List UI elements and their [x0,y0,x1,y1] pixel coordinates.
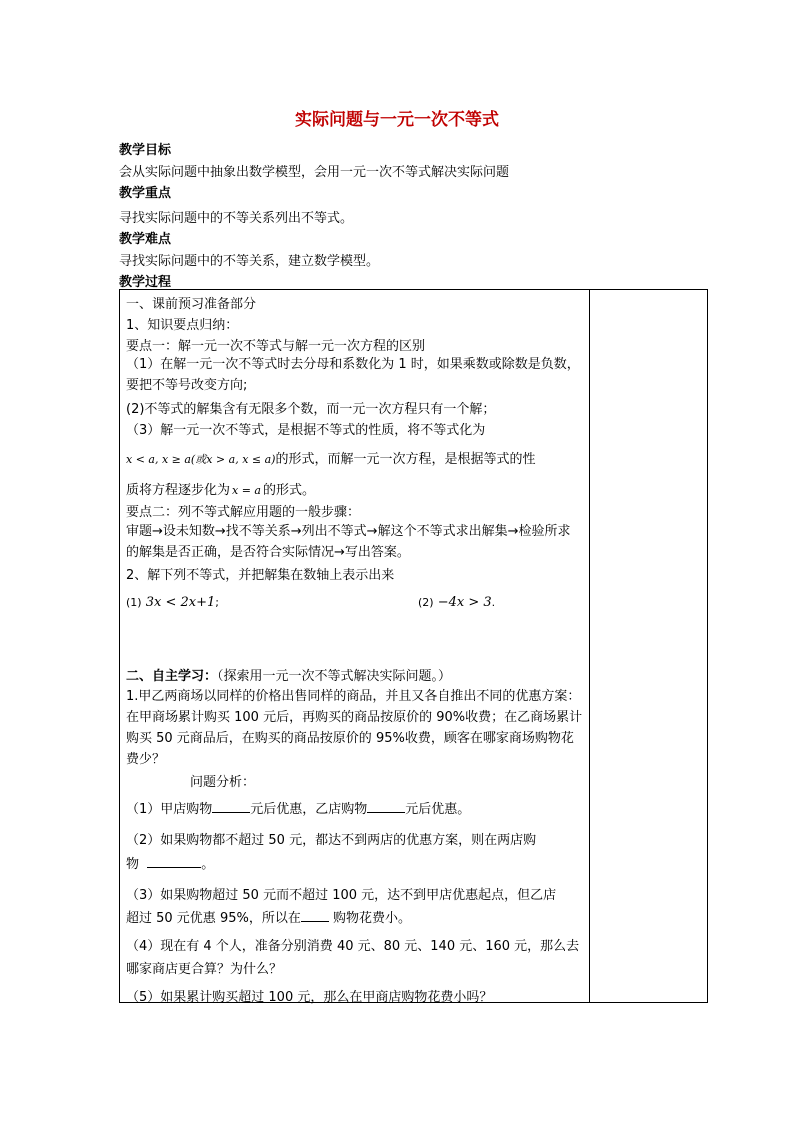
rule2-text: (2)不等式的解集含有无限多个数，而一元一次方程只有一个解； [126,402,496,417]
key-text: 寻找实际问题中的不等关系列出不等式。 [119,211,354,226]
part2-note: （探索用一元一次不等式解决实际问题。） [217,669,452,684]
exercise-1-formula: 3x < 2x+1 [145,595,216,610]
question-1-text-b: 元后优惠，乙店购物 [250,802,368,817]
question-3-text-b: 超过 50 元优惠 95%，所以在 [126,911,301,926]
equation-formula: x = a [232,484,261,497]
exercise-2-formula: −4x > 3 [437,595,492,610]
part2-heading-line [126,665,583,684]
exercise-1-tail: ; [215,596,219,609]
question-2-line2 [126,853,583,872]
rule3-text-d: 的形式。 [263,483,316,498]
steps-text: 审题→设未知数→找不等关系→列出不等式→解这个不等式求出解集→检验所求的解集是否正确，是否符合实际情况→写出答案。 [126,524,571,560]
point2-text: 要点二：列不等式解应用题的一般步骤： [126,505,361,520]
question-2-text-c: 。 [201,857,215,872]
question-4-line1: （4）现在有 4 个人，准备分别消费 40 元、80 元、140 元、160 元，那么去 [126,939,580,954]
difficult-text: 寻找实际问题中的不等关系，建立数学模型。 [119,254,380,269]
exercise-2 [418,595,583,610]
question-3-line2 [126,907,583,926]
goal-heading: 教学目标 [119,143,172,158]
question-1-text-c: 元后优惠。 [405,802,471,817]
process-table [119,289,708,1003]
part1-heading: 一、课前预习准备部分 [126,297,257,312]
answer-blank[interactable] [367,800,405,813]
rule3-text-c: 质将方程逐步化为 [126,483,231,498]
table-divider [589,290,590,1002]
question-3-line1: （3）如果购物超过 50 元而不超过 100 元，达不到甲店优惠起点，但乙店 [126,888,557,903]
exercise-2-tail: . [491,596,496,609]
question-2-line1: （2）如果购物都不超过 50 元，都达不到两店的优惠方案，则在两店购 [126,833,537,848]
part2-heading: 二、自主学习： [126,669,218,684]
question-3-text-c: 购物花费小。 [332,911,411,926]
content-cell [120,290,589,1005]
page-title: 实际问题与一元一次不等式 [295,110,499,130]
point1-text: 要点一：解一元一次不等式与解一元一次方程的区别 [126,339,426,354]
goal-text: 会从实际问题中抽象出数学模型，会用一元一次不等式解决实际问题 [119,165,510,180]
rule3-text: （3）解一元一次不等式，是根据不等式的性质，将不等式化为 [126,423,486,438]
question-5: （5）如果累计购买超过 100 元，那么在甲商店购物花费小吗？ [126,990,493,1005]
knowledge-heading: 1、知识要点归纳： [126,318,239,333]
exercise-2-label: (2) [418,596,434,609]
rule3-text-b: 的形式，而解一元一次方程，是根据等式的性 [275,452,536,467]
question-1 [126,798,583,817]
question-2-text-b: 物 [126,857,140,872]
analysis-label: 问题分析： [190,775,256,790]
answer-blank[interactable] [301,909,329,922]
difficult-heading: 教学难点 [119,232,172,247]
key-heading: 教学重点 [119,186,172,201]
exercise-heading: 2、解下列不等式，并把解集在数轴上表示出来 [126,568,395,583]
exercise-1-label: (1) [126,596,142,609]
rule3-line2 [126,448,583,467]
rule1-text: （1）在解一元一次不等式时去分母和系数化为 1 时，如果乘数或除数是负数，要把不等号改变方向; [126,357,580,393]
rule3-line3 [126,479,583,498]
problem-text: 1.甲乙两商场以同样的价格出售同样的商品，并且又各自推出不同的优惠方案：在甲商场累计购买 100 元后，再购买的商品按原价的 90%收费；在乙商场累计购买 50 元商品后，在购买的商品按原价的 95%收费，顾客在哪家商场购物花费少？ [126,689,583,767]
inequality-formula: x < a, x ≥ a(或x > a, x ≤ a) [126,453,276,466]
answer-blank[interactable] [147,855,201,868]
question-4-line2: 哪家商店更合算？为什么？ [126,962,283,977]
process-heading: 教学过程 [119,275,172,290]
question-1-text-a: （1）甲店购物 [126,802,213,817]
answer-blank[interactable] [212,800,250,813]
